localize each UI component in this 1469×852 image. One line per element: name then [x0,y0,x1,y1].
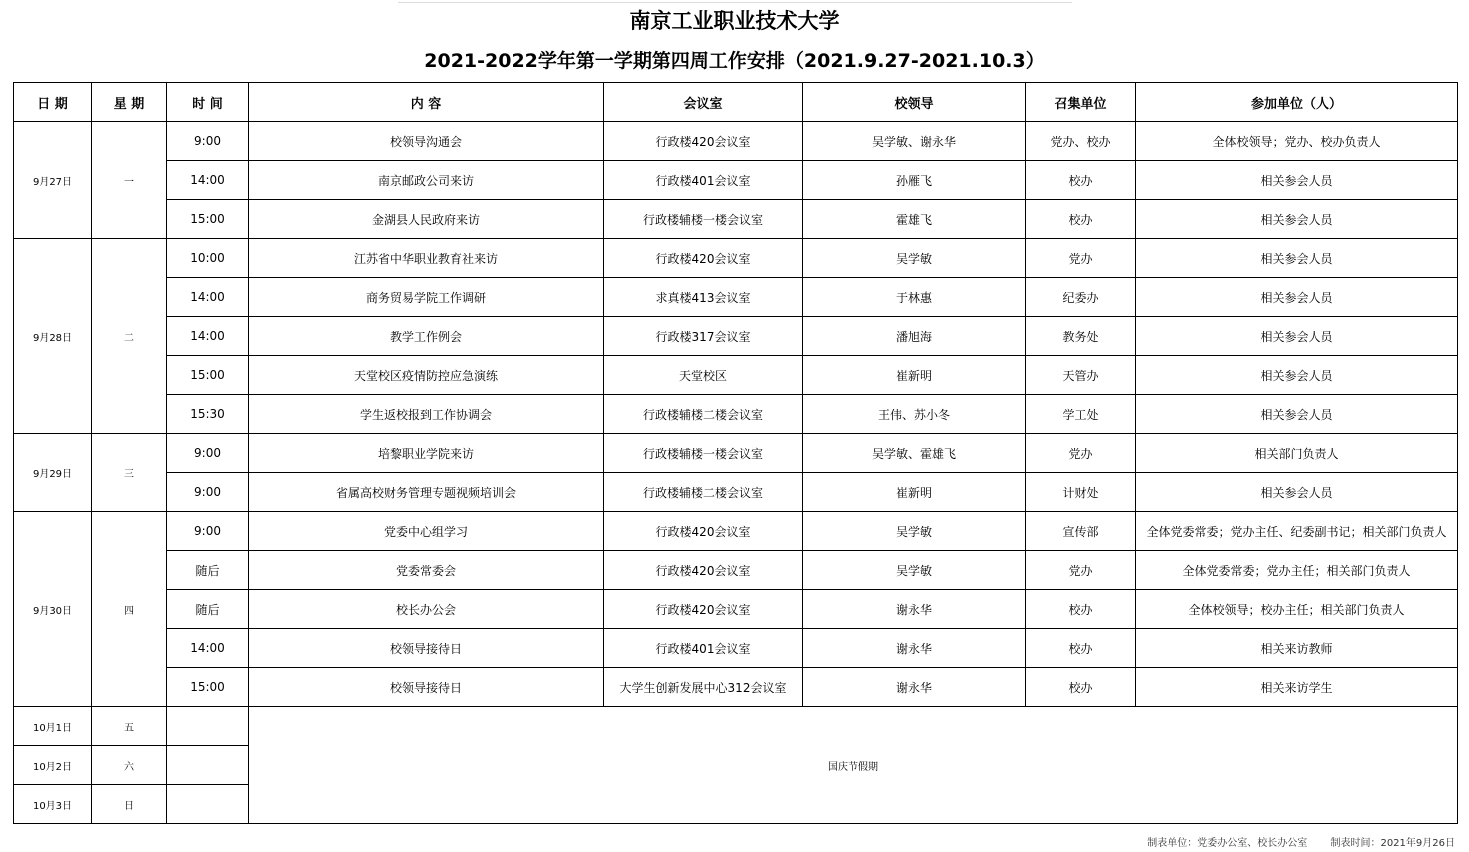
attendees-cell: 相关参会人员 [1136,317,1458,356]
room-cell: 行政楼420会议室 [604,512,803,551]
attendees-cell: 相关参会人员 [1136,200,1458,239]
content-cell: 商务贸易学院工作调研 [249,278,604,317]
footer [1127,834,1455,849]
top-divider [398,2,1072,3]
content-cell: 教学工作例会 [249,317,604,356]
content-cell: 校领导接待日 [249,629,604,668]
date-cell: 10月1日 [14,707,92,746]
holiday-row [14,707,1458,746]
leader-cell: 孙雁飞 [803,161,1026,200]
weekday-cell: 日 [92,785,167,824]
leader-cell: 王伟、苏小冬 [803,395,1026,434]
table-row [14,551,1458,590]
content-cell: 党委中心组学习 [249,512,604,551]
weekday-cell: 三 [92,434,167,512]
attendees-cell: 相关参会人员 [1136,161,1458,200]
table-row [14,317,1458,356]
document-subtitle: 2021-2022学年第一学期第四周工作安排（2021.9.27-2021.10.3） [424,50,1045,72]
table-row [14,239,1458,278]
table-row [14,278,1458,317]
leader-cell: 谢永华 [803,629,1026,668]
header-room: 会议室 [604,83,803,122]
footer-maker: 制表单位：党委办公室、校长办公室 [1147,838,1308,849]
table-row [14,434,1458,473]
weekday-cell: 二 [92,239,167,434]
convener-cell: 校办 [1026,161,1136,200]
date-cell: 10月2日 [14,746,92,785]
header-attendees: 参加单位（人） [1136,83,1458,122]
table-row [14,122,1458,161]
time-cell: 随后 [167,551,249,590]
room-cell: 行政楼辅楼一楼会议室 [604,200,803,239]
header-date: 日 期 [14,83,92,122]
table-row [14,629,1458,668]
attendees-cell: 相关部门负责人 [1136,434,1458,473]
time-cell: 15:00 [167,668,249,707]
header-content: 内 容 [249,83,604,122]
time-cell: 9:00 [167,473,249,512]
date-cell: 10月3日 [14,785,92,824]
convener-cell: 校办 [1026,668,1136,707]
leader-cell: 谢永华 [803,590,1026,629]
room-cell: 行政楼420会议室 [604,551,803,590]
header-leader: 校领导 [803,83,1026,122]
convener-cell: 教务处 [1026,317,1136,356]
attendees-cell: 全体校领导；校办主任；相关部门负责人 [1136,590,1458,629]
date-cell: 9月30日 [14,512,92,707]
convener-cell: 宣传部 [1026,512,1136,551]
content-cell: 省属高校财务管理专题视频培训会 [249,473,604,512]
content-cell: 培黎职业学院来访 [249,434,604,473]
table-row [14,668,1458,707]
convener-cell: 党办 [1026,434,1136,473]
content-cell: 南京邮政公司来访 [249,161,604,200]
content-cell: 校领导接待日 [249,668,604,707]
convener-cell: 校办 [1026,200,1136,239]
document-title: 南京工业职业技术大学 [629,9,840,33]
leader-cell: 霍雄飞 [803,200,1026,239]
room-cell: 求真楼413会议室 [604,278,803,317]
time-cell: 9:00 [167,512,249,551]
leader-cell: 于林惠 [803,278,1026,317]
leader-cell: 吴学敏、霍雄飞 [803,434,1026,473]
table-row [14,356,1458,395]
room-cell: 行政楼辅楼一楼会议室 [604,434,803,473]
attendees-cell: 相关来访学生 [1136,668,1458,707]
content-cell: 江苏省中华职业教育社来访 [249,239,604,278]
date-cell: 9月29日 [14,434,92,512]
attendees-cell: 相关参会人员 [1136,395,1458,434]
leader-cell: 崔新明 [803,356,1026,395]
time-cell: 10:00 [167,239,249,278]
header-time: 时 间 [167,83,249,122]
leader-cell: 吴学敏、谢永华 [803,122,1026,161]
content-cell: 校长办公会 [249,590,604,629]
room-cell: 行政楼420会议室 [604,122,803,161]
schedule-table [13,82,1458,824]
convener-cell: 党办、校办 [1026,122,1136,161]
footer-made-time: 制表时间：2021年9月26日 [1330,838,1455,849]
convener-cell: 党办 [1026,551,1136,590]
leader-cell: 崔新明 [803,473,1026,512]
convener-cell: 学工处 [1026,395,1136,434]
table-row [14,200,1458,239]
leader-cell: 谢永华 [803,668,1026,707]
attendees-cell: 相关参会人员 [1136,278,1458,317]
time-cell: 14:00 [167,161,249,200]
attendees-cell: 相关参会人员 [1136,356,1458,395]
table-row [14,161,1458,200]
leader-cell: 吴学敏 [803,551,1026,590]
convener-cell: 计财处 [1026,473,1136,512]
room-cell: 行政楼401会议室 [604,629,803,668]
time-cell-empty [167,785,249,824]
room-cell: 天堂校区 [604,356,803,395]
room-cell: 行政楼420会议室 [604,590,803,629]
table-row [14,473,1458,512]
table-row [14,395,1458,434]
weekday-cell: 五 [92,707,167,746]
table-row [14,590,1458,629]
leader-cell: 吴学敏 [803,512,1026,551]
room-cell: 行政楼辅楼二楼会议室 [604,395,803,434]
content-cell: 校领导沟通会 [249,122,604,161]
room-cell: 行政楼401会议室 [604,161,803,200]
weekday-cell: 六 [92,746,167,785]
attendees-cell: 相关参会人员 [1136,239,1458,278]
attendees-cell: 全体党委常委；党办主任、纪委副书记；相关部门负责人 [1136,512,1458,551]
time-cell: 15:00 [167,356,249,395]
time-cell-empty [167,707,249,746]
time-cell: 15:00 [167,200,249,239]
date-cell: 9月27日 [14,122,92,239]
room-cell: 大学生创新发展中心312会议室 [604,668,803,707]
time-cell: 14:00 [167,278,249,317]
convener-cell: 党办 [1026,239,1136,278]
convener-cell: 天管办 [1026,356,1136,395]
holiday-note: 国庆节假期 [249,707,1458,824]
room-cell: 行政楼317会议室 [604,317,803,356]
time-cell-empty [167,746,249,785]
leader-cell: 吴学敏 [803,239,1026,278]
content-cell: 天堂校区疫情防控应急演练 [249,356,604,395]
content-cell: 金湖县人民政府来访 [249,200,604,239]
table-header-row [14,83,1458,122]
attendees-cell: 全体校领导；党办、校办负责人 [1136,122,1458,161]
date-cell: 9月28日 [14,239,92,434]
room-cell: 行政楼辅楼二楼会议室 [604,473,803,512]
time-cell: 9:00 [167,434,249,473]
table-row [14,512,1458,551]
attendees-cell: 相关来访教师 [1136,629,1458,668]
room-cell: 行政楼420会议室 [604,239,803,278]
content-cell: 党委常委会 [249,551,604,590]
weekday-cell: 四 [92,512,167,707]
attendees-cell: 全体党委常委；党办主任；相关部门负责人 [1136,551,1458,590]
convener-cell: 校办 [1026,629,1136,668]
time-cell: 随后 [167,590,249,629]
header-convener: 召集单位 [1026,83,1136,122]
convener-cell: 校办 [1026,590,1136,629]
weekday-cell: 一 [92,122,167,239]
convener-cell: 纪委办 [1026,278,1136,317]
attendees-cell: 相关参会人员 [1136,473,1458,512]
time-cell: 14:00 [167,317,249,356]
content-cell: 学生返校报到工作协调会 [249,395,604,434]
time-cell: 15:30 [167,395,249,434]
time-cell: 14:00 [167,629,249,668]
time-cell: 9:00 [167,122,249,161]
header-weekday: 星 期 [92,83,167,122]
leader-cell: 潘旭海 [803,317,1026,356]
